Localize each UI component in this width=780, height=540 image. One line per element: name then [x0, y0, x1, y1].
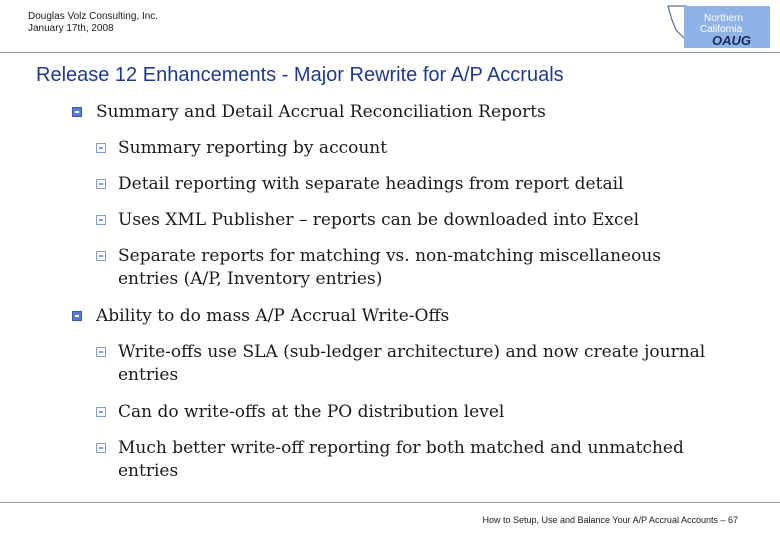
- header-rule: [0, 52, 780, 53]
- sub-bullet-text: Much better write-off reporting for both matched and unmatched entries: [118, 438, 684, 481]
- logo-brand: OAUG: [712, 33, 751, 48]
- sub-bullet-icon: [96, 347, 106, 357]
- logo-line-1: Northern: [704, 13, 743, 24]
- sub-bullet-icon: [96, 407, 106, 417]
- sub-bullet-icon: [96, 179, 106, 189]
- presentation-date: January 17th, 2008: [28, 23, 114, 34]
- logo-line-2: California: [700, 24, 743, 35]
- footer-text: How to Setup, Use and Balance Your A/P Accrual Accounts – 67: [482, 515, 738, 525]
- sub-bullet-text: Separate reports for matching vs. non-matching miscellaneous entries (A/P, Inventory entries): [118, 246, 661, 289]
- sub-bullet-text: Detail reporting with separate headings from report detail: [118, 174, 624, 194]
- section-label: Summary and Detail Accrual Reconciliation Reports: [96, 102, 546, 122]
- slide-header: [28, 11, 158, 35]
- slide-title: Release 12 Enhancements - Major Rewrite for A/P Accruals: [36, 64, 564, 86]
- bullet-icon: [72, 311, 82, 321]
- footer-rule: [0, 502, 780, 503]
- sub-bullet-icon: [96, 143, 106, 153]
- sub-bullet-text: Summary reporting by account: [118, 138, 388, 158]
- sub-bullet-text: Write-offs use SLA (sub-ledger architecture) and now create journal entries: [118, 342, 706, 385]
- section-label: Ability to do mass A/P Accrual Write-Offs: [96, 306, 450, 326]
- sub-bullet-icon: [96, 443, 106, 453]
- sub-bullet-icon: [96, 215, 106, 225]
- bullet-icon: [72, 107, 82, 117]
- company-name: Douglas Volz Consulting, Inc.: [28, 11, 159, 22]
- sub-bullet-text: Can do write-offs at the PO distribution level: [118, 402, 505, 422]
- sub-bullet-icon: [96, 251, 106, 261]
- sub-bullet-text: Uses XML Publisher – reports can be downloaded into Excel: [118, 210, 640, 230]
- oaug-logo: [664, 4, 770, 48]
